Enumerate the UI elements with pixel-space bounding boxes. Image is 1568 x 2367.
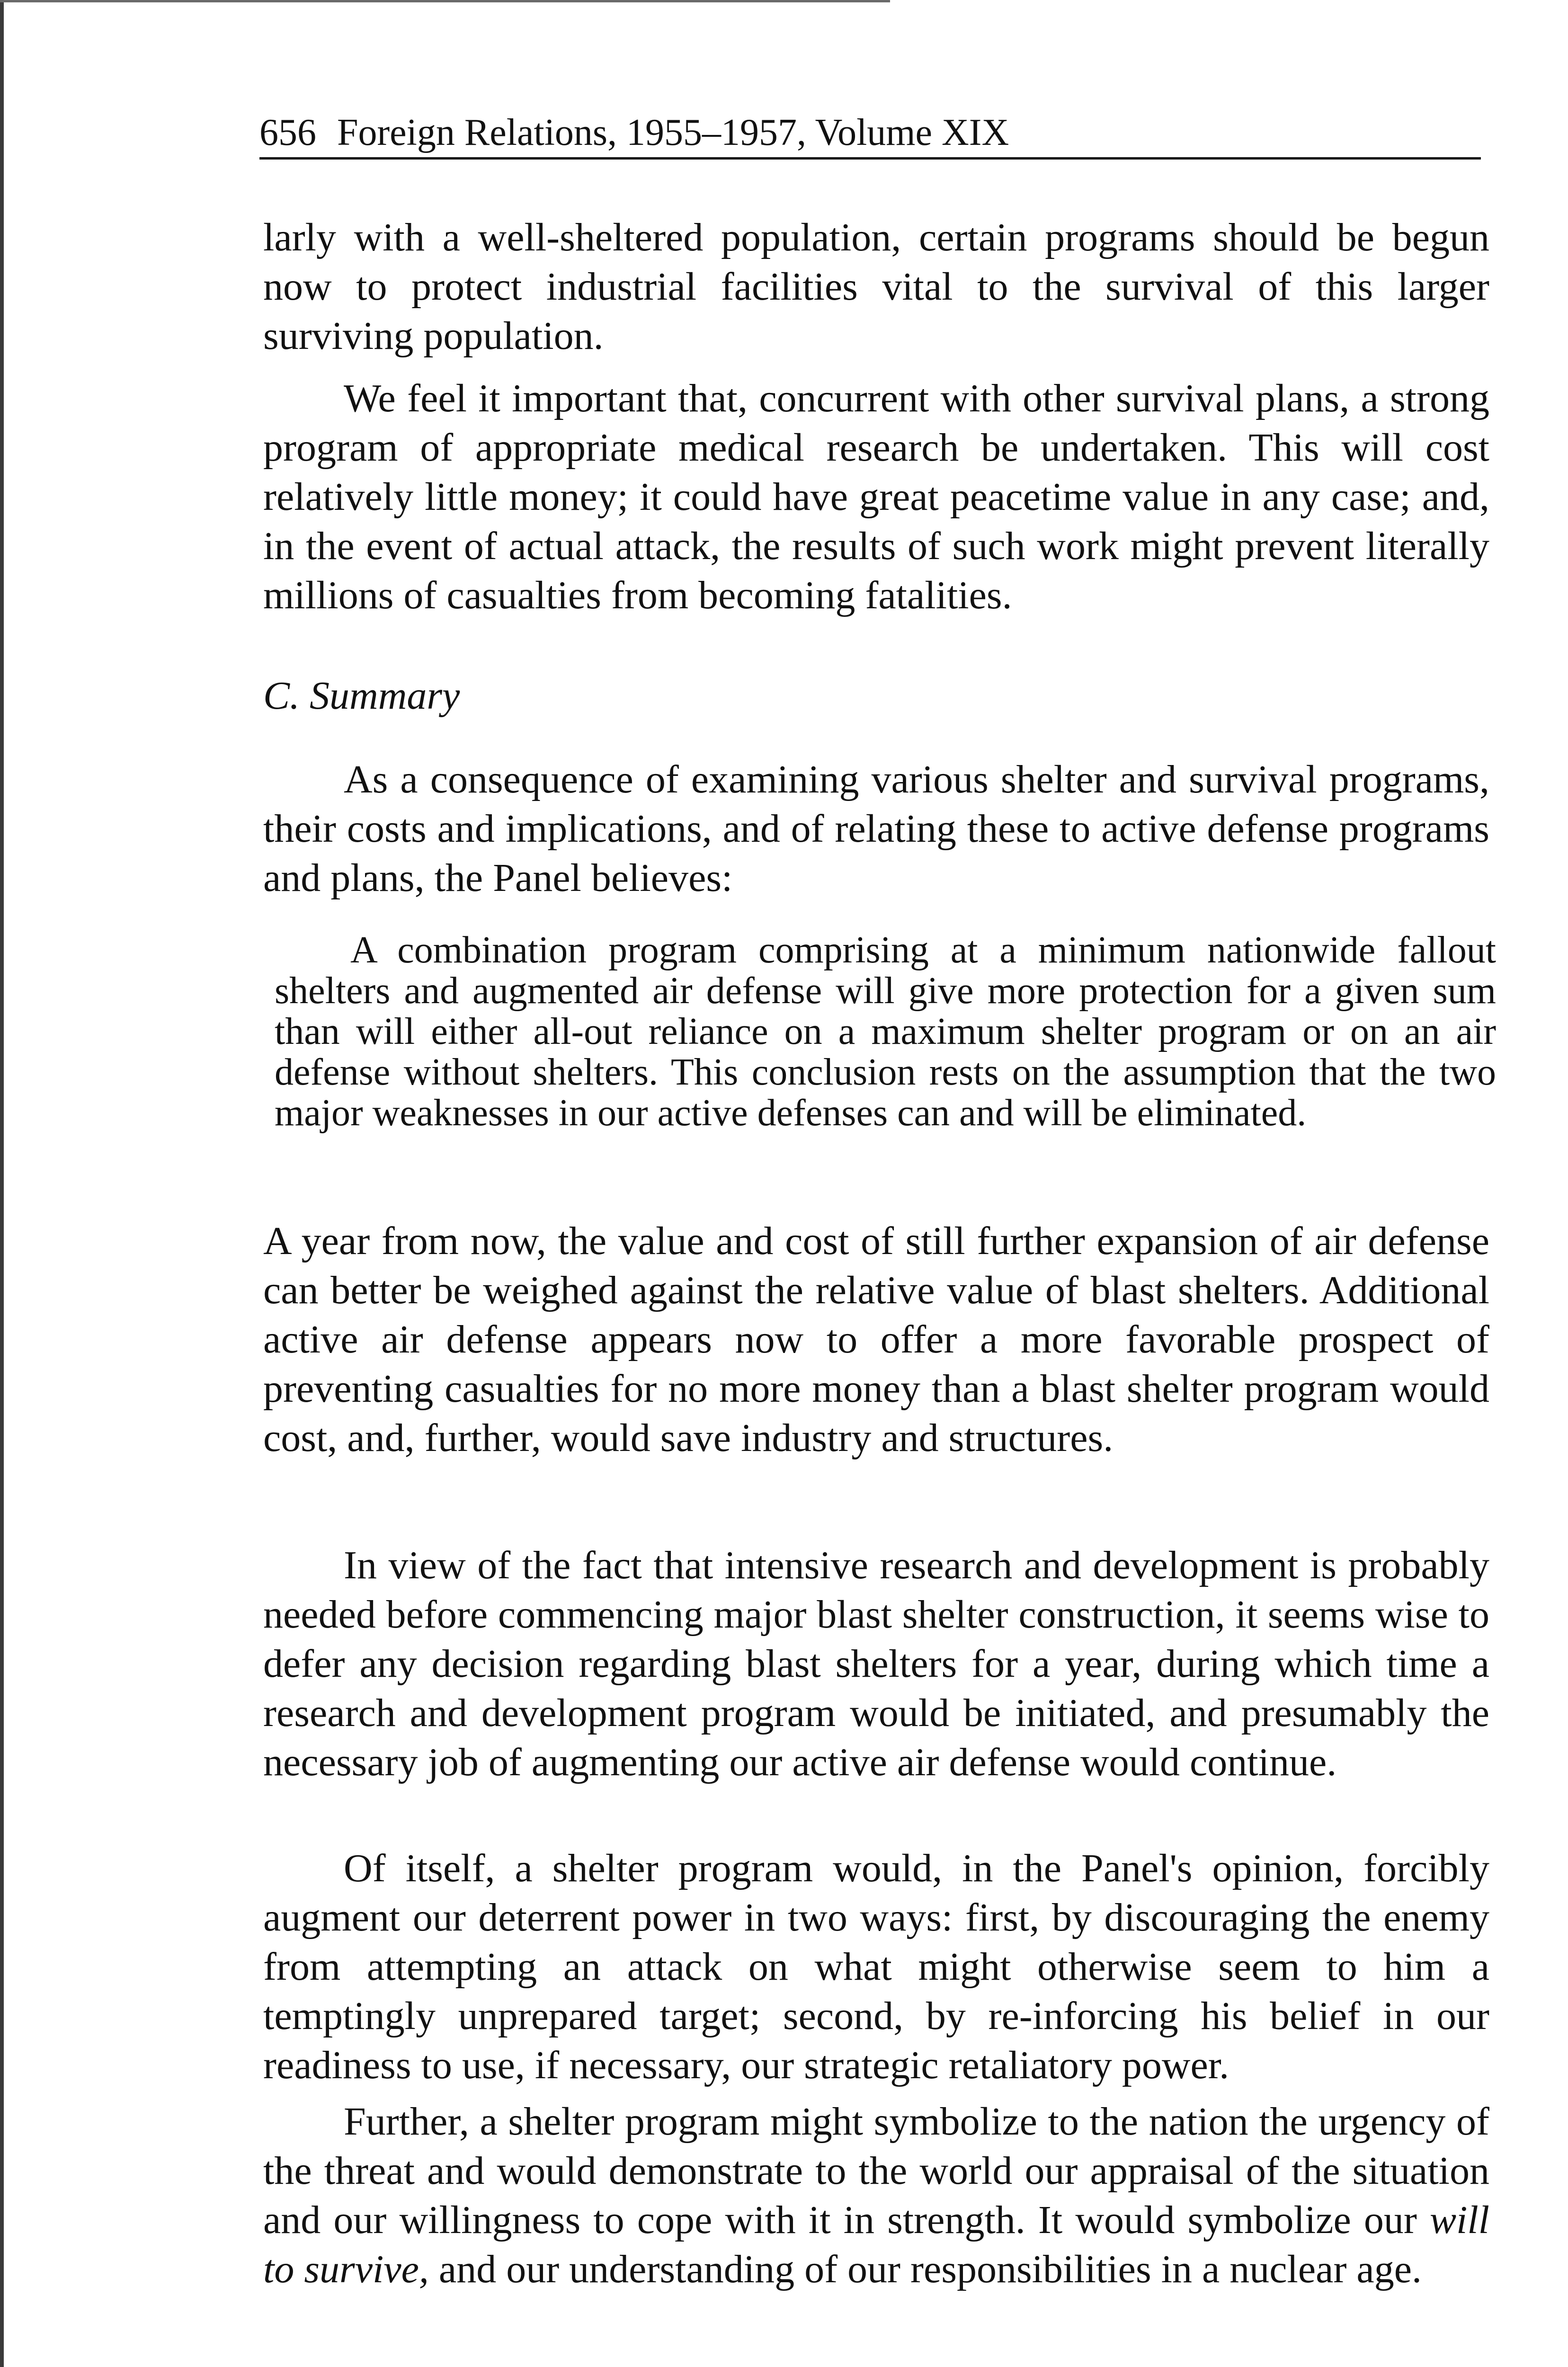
page-number: 656 [259, 112, 316, 153]
will-to-survive-emphasis: will to survive, [263, 2198, 1489, 2291]
running-title: Foreign Relations, 1955–1957, Volume XIX [337, 112, 1009, 153]
paragraph-symbolize [263, 2097, 1489, 2294]
running-head [259, 108, 1481, 160]
paragraph-research-development: In view of the fact that intensive research and development is probably needed before commencing major blast shelter construction, it seems wise to defer any decision regarding blast shelters for a year, during which time a research and development program would be initiated, and presumably the necessary job of augmenting our active air defense would continue. [263, 1543, 1489, 1784]
quote-combination-program: A combination program comprising at a minimum nationwide fallout shelters and augmented air defense will give more protection for a given sum than will either all-out reliance on a maximum shelter program or on an air defense without shelters. This conclusion rests on the assumption that the two major weaknesses in our active defenses can and will be eliminated. [275, 929, 1496, 1134]
section-heading: C. Summary [263, 674, 460, 718]
paragraph-medical-research: We feel it important that, concurrent with other survival plans, a strong program of appropriate medical research be undertaken. This will cost relatively little money; it could have great peacetime value in any case; and, in the event of actual attack, the results of such work might prevent literally millions of casualties from becoming fatalities. [263, 376, 1489, 617]
paragraph-summary-intro: As a consequence of examining various shelter and survival programs, their costs and implications, and of relating these to active defense programs and plans, the Panel believes: [263, 757, 1489, 900]
paragraph-deterrent-power: Of itself, a shelter program would, in the Panel's opinion, forcibly augment our deterrent power in two ways: first, by discouraging the enemy from attempting an attack on what might otherwise seem to him a temptingly unprepared target; second, by re-inforcing his belief in our readiness to use, if necessary, our strategic retaliatory power. [263, 1846, 1489, 2087]
scan-top-edge [0, 0, 890, 2]
paragraph-continued: larly with a well-sheltered population, certain programs should be begun now to protect industrial facilities vital to the survival of this larger surviving population. [263, 215, 1489, 358]
symbolize-text-start: Further, a shelter program might symbolize to the nation the urgency of the threat and would demonstrate to the world our appraisal of the situation and our willingness to cope with it in strength. It would symbolize our [263, 2100, 1489, 2242]
paragraph-year-from-now: A year from now, the value and cost of still further expansion of air defense can better be weighed against the relative value of blast shelters. Additional active air defense appears now to offer a more favorable prospect of preventing casualties for no more money than a blast shelter program would cost, and, further, would save industry and structures. [263, 1219, 1489, 1460]
symbolize-text-end: and our understanding of our responsibilities in a nuclear age. [428, 2247, 1422, 2291]
scan-left-edge [0, 0, 4, 2367]
